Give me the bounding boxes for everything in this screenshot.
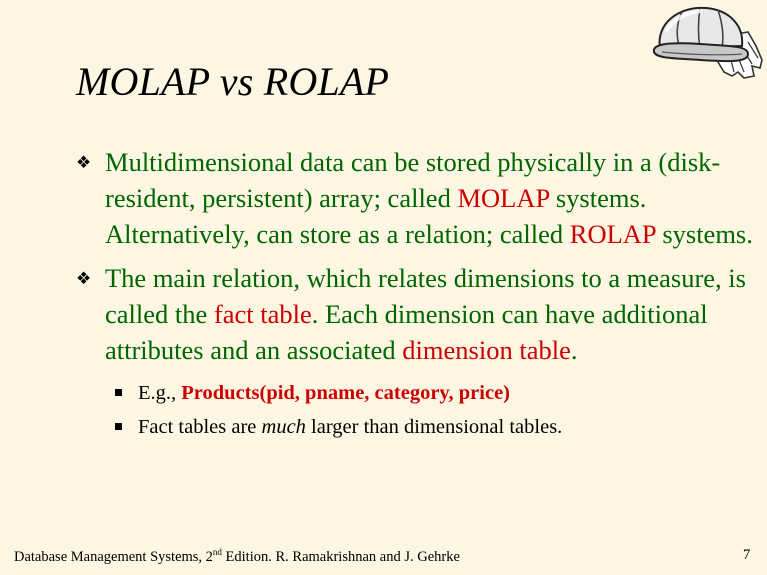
bullet-text: The main relation, which relates dimensions to a measure, is called the xyxy=(105,263,746,329)
footer-citation: Database Management Systems, 2nd Edition. R. Ramakrishnan and J. Gehrke xyxy=(14,547,460,565)
sub-bullet-text: larger than dimensional tables. xyxy=(305,416,563,438)
sub-bullet-text: E.g., xyxy=(138,382,182,404)
bullet-text: Multidimensional data can be stored physically in a (disk-resident, persistent) array; called xyxy=(105,147,721,213)
highlight-term: dimension table xyxy=(402,335,571,365)
bullet-text: . Each dimension can have additional attributes and an associated xyxy=(105,299,708,365)
highlight-term: ROLAP xyxy=(569,219,656,249)
bullet-text: . xyxy=(570,335,578,365)
bullet-list xyxy=(76,144,756,444)
bullet-text: systems. Alternatively, can store as a relation; called xyxy=(105,183,647,249)
bullet-item xyxy=(76,144,756,252)
slide-title: MOLAP vs ROLAP xyxy=(76,59,390,104)
bullet-item xyxy=(76,260,756,368)
hardhat-gloves-icon xyxy=(652,2,764,82)
schema-example: Products(pid, pname, category, price) xyxy=(181,382,511,404)
page-number: 7 xyxy=(743,547,751,563)
emphasis-text: much xyxy=(261,416,306,438)
diamond-bullet-icon: ❖ xyxy=(76,153,92,172)
diamond-bullet-icon: ❖ xyxy=(76,269,92,288)
highlight-term: MOLAP xyxy=(457,183,550,213)
highlight-term: fact table xyxy=(213,299,312,329)
bullet-text: systems. xyxy=(655,219,753,249)
sub-bullet-text: Fact tables are xyxy=(138,416,262,438)
sub-bullet-item xyxy=(76,376,756,410)
sub-bullet-item xyxy=(76,410,756,444)
square-bullet-icon xyxy=(115,389,122,396)
square-bullet-icon xyxy=(115,423,122,430)
